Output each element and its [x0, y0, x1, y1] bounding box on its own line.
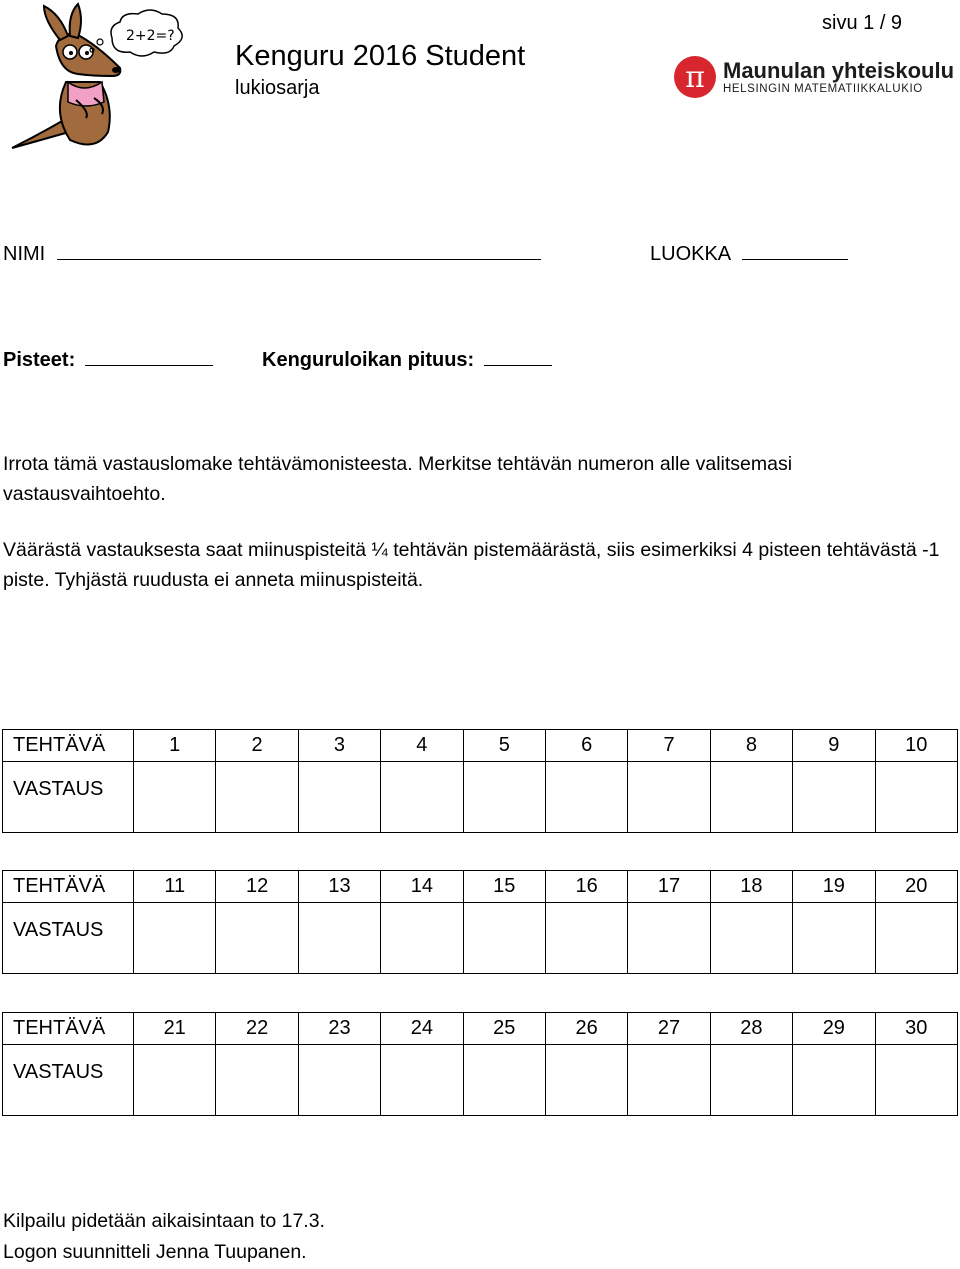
task-number: 22: [216, 1013, 298, 1045]
task-number: 29: [793, 1013, 875, 1045]
answer-label: VASTAUS: [3, 903, 134, 974]
task-label: TEHTÄVÄ: [3, 730, 134, 762]
class-blank-line[interactable]: [742, 239, 848, 260]
answer-table-1: [2, 729, 958, 833]
answer-cell[interactable]: [628, 903, 710, 974]
page-title: Kenguru 2016 Student: [235, 40, 526, 72]
task-number: 11: [134, 871, 216, 903]
task-number: 9: [793, 730, 875, 762]
answer-cell[interactable]: [793, 762, 875, 833]
pi-logo-icon: [672, 54, 718, 100]
answer-cell[interactable]: [628, 1045, 710, 1116]
answer-cell[interactable]: [298, 762, 380, 833]
task-number: 2: [216, 730, 298, 762]
answer-cell[interactable]: [134, 903, 216, 974]
task-number: 12: [216, 871, 298, 903]
answer-cell[interactable]: [216, 903, 298, 974]
class-field: [650, 239, 848, 266]
task-number: 25: [463, 1013, 545, 1045]
task-number: 18: [710, 871, 792, 903]
task-number: 23: [298, 1013, 380, 1045]
task-number: 19: [793, 871, 875, 903]
answer-row: [3, 903, 958, 974]
task-number: 6: [545, 730, 627, 762]
points-field: [3, 345, 213, 372]
kangaroo-mascot-logo: [4, 2, 194, 152]
answer-cell[interactable]: [628, 762, 710, 833]
answer-cell[interactable]: [381, 903, 463, 974]
answer-cell[interactable]: [710, 903, 792, 974]
task-number: 13: [298, 871, 380, 903]
task-number: 24: [381, 1013, 463, 1045]
jump-length-label: Kenguruloikan pituus:: [262, 349, 475, 371]
answer-cell[interactable]: [216, 762, 298, 833]
name-label: NIMI: [3, 243, 46, 265]
task-number: 26: [545, 1013, 627, 1045]
task-label: TEHTÄVÄ: [3, 871, 134, 903]
answer-label: VASTAUS: [3, 762, 134, 833]
task-number: 3: [298, 730, 380, 762]
school-name: Maunulan yhteiskoulu: [723, 58, 955, 83]
task-number: 10: [875, 730, 957, 762]
answer-label: VASTAUS: [3, 1045, 134, 1116]
page-subtitle: lukiosarja: [235, 77, 320, 99]
task-number: 7: [628, 730, 710, 762]
task-number: 30: [875, 1013, 957, 1045]
answer-cell[interactable]: [134, 762, 216, 833]
name-field: [3, 239, 541, 266]
task-number: 27: [628, 1013, 710, 1045]
answer-cell[interactable]: [463, 1045, 545, 1116]
page-label: sivu: [822, 12, 858, 34]
school-logo: [672, 54, 955, 100]
jump-length-blank-line[interactable]: [484, 345, 552, 366]
task-number: 20: [875, 871, 957, 903]
task-number: 28: [710, 1013, 792, 1045]
task-number: 15: [463, 871, 545, 903]
points-blank-line[interactable]: [85, 345, 213, 366]
answer-cell[interactable]: [793, 1045, 875, 1116]
task-number: 1: [134, 730, 216, 762]
pi-symbol: π: [685, 60, 705, 95]
answer-cell[interactable]: [545, 903, 627, 974]
task-number: 4: [381, 730, 463, 762]
answer-cell[interactable]: [875, 762, 957, 833]
page-number: [822, 12, 902, 35]
answer-row: [3, 1045, 958, 1116]
answer-cell[interactable]: [545, 762, 627, 833]
task-number: 16: [545, 871, 627, 903]
task-number: 14: [381, 871, 463, 903]
answer-cell[interactable]: [875, 1045, 957, 1116]
school-subname: HELSINGIN MATEMATIIKKALUKIO: [723, 83, 923, 95]
points-label: Pisteet:: [3, 349, 76, 371]
thought-bubble-text: 2+2=?: [126, 28, 175, 44]
task-number: 5: [463, 730, 545, 762]
task-number-row: [3, 1013, 958, 1045]
answer-cell[interactable]: [134, 1045, 216, 1116]
task-number: 8: [710, 730, 792, 762]
task-number: 21: [134, 1013, 216, 1045]
task-label: TEHTÄVÄ: [3, 1013, 134, 1045]
answer-cell[interactable]: [710, 762, 792, 833]
answer-cell[interactable]: [793, 903, 875, 974]
answer-cell[interactable]: [463, 762, 545, 833]
answer-cell[interactable]: [381, 1045, 463, 1116]
answer-cell[interactable]: [298, 903, 380, 974]
page-count: 1 / 9: [863, 12, 903, 34]
answer-cell[interactable]: [710, 1045, 792, 1116]
answer-table-3: [2, 1012, 958, 1116]
answer-cell[interactable]: [545, 1045, 627, 1116]
answer-cell[interactable]: [298, 1045, 380, 1116]
instruction-paragraph-2: Väärästä vastauksesta saat miinuspisteitä ¼ tehtävän pistemäärästä, siis esimerkiksi 4 pisteen tehtävästä -1 piste. Tyhjästä ruudusta ei anneta miinuspisteitä.: [3, 539, 940, 591]
task-number-row: [3, 730, 958, 762]
answer-cell[interactable]: [381, 762, 463, 833]
jump-length-field: [262, 345, 552, 372]
task-number-row: [3, 871, 958, 903]
footer-competition-date: Kilpailu pidetään aikaisintaan to 17.3.: [3, 1210, 325, 1232]
class-label: LUOKKA: [650, 243, 731, 265]
task-number: 17: [628, 871, 710, 903]
name-blank-line[interactable]: [57, 239, 541, 260]
answer-cell[interactable]: [216, 1045, 298, 1116]
answer-cell[interactable]: [875, 903, 957, 974]
instruction-paragraph-1: Irrota tämä vastauslomake tehtävämonisteesta. Merkitse tehtävän numeron alle valitsemasi vastausvaihtoehto.: [3, 453, 793, 505]
answer-table-2: [2, 870, 958, 974]
answer-cell[interactable]: [463, 903, 545, 974]
footer-logo-credit: Logon suunnitteli Jenna Tuupanen.: [3, 1241, 307, 1263]
answer-row: [3, 762, 958, 833]
